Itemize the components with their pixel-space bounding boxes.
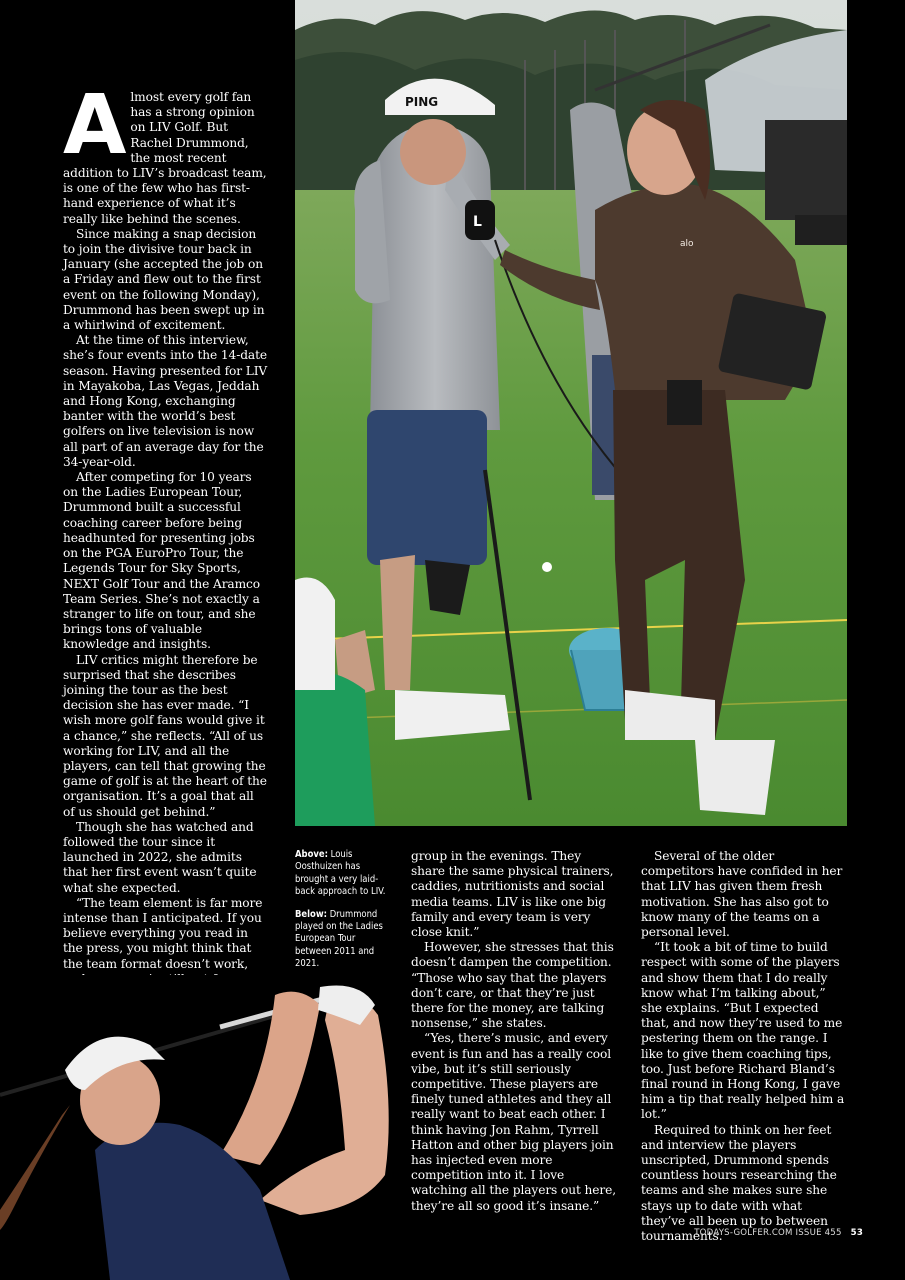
caption-below: Below: Drummond played on the Ladies European Tour between 2011 and 2021. bbox=[295, 908, 383, 970]
article-column-3 bbox=[641, 849, 847, 1244]
mic-logo-text: L bbox=[473, 214, 482, 230]
paragraph: However, she stresses that this doesn’t dampen the competition. “Those who say that the players don’t care, or that they’re just there for the money, are talking nonsense,” she states. bbox=[411, 940, 614, 1031]
caption-above: Above: Louis Oosthuizen has brought a very laid-back approach to LIV. bbox=[295, 849, 386, 898]
page-footer bbox=[694, 1228, 863, 1238]
interview-photo bbox=[295, 0, 847, 826]
paragraph: Several of the older competitors have confided in her that LIV has given them fresh motivation. She has also got to know many of the teams on a personal level. bbox=[641, 849, 843, 940]
paragraph: LIV critics might therefore be surprised that she describes joining the tour as the best decision she has ever made. “I wish more golf fans would give it a chance,” she reflects. “All of us working for LIV, and all the players, can tell that growing the game of golf is at the heart of the organisation. It’s a goal that all of us should get behind.” bbox=[63, 652, 267, 819]
photo-captions bbox=[295, 849, 391, 981]
paragraph: At the time of this interview, she’s four events into the 14-date season. Having presented for LIV in Mayakoba, Las Vegas, Jeddah and Hong Kong, exchanging banter with the world’s best golfers on live television is now all part of an average day for the 34-year-old. bbox=[63, 333, 268, 469]
top-logo-text: alo bbox=[680, 239, 694, 249]
cap-logo-text: PING bbox=[405, 95, 439, 109]
paragraph: “Yes, there’s music, and every event is fun and has a really cool vibe, but it’s still seriously competitive. These players are finely tuned athletes and they all really want to beat each other. I think having Jon Rahm, Tyrrell Hatton and other big players join has injected even more competition into it. I love watching all the players out here, they’re all so good it’s insane.” bbox=[411, 1031, 617, 1213]
drop-cap: A bbox=[63, 78, 127, 173]
article-column-1 bbox=[63, 78, 268, 1078]
golfer-photo bbox=[0, 975, 400, 1280]
page-number: 53 bbox=[850, 1228, 863, 1238]
paragraph: group in the evenings. They share the same physical trainers, caddies, nutritionists and social media teams. LIV is like one big family and every team is very close knit.” bbox=[411, 849, 614, 940]
paragraph: “The team element is far more intense than I anticipated. If you believe everything you read in the press, you might think that the team format doesn’t work, bbox=[63, 895, 263, 971]
site-issue: TODAYS-GOLFER.COM ISSUE 455 bbox=[694, 1228, 842, 1238]
paragraph: Required to think on her feet and interview the players unscripted, Drummond spends countless hours researching the teams and she makes sure she stays up to date with what they’ve all been up to between tournaments. bbox=[641, 1122, 837, 1244]
paragraph: “It took a bit of time to build respect with some of the players and show them that I do really know what I’m talking about,” she explains. “But I expected that, and now they’re used to me pestering them on the range. I like to give them coaching tips, too. Just before Richard Bland’s final round in Hong Kong, I gave him a tip that really helped him a lot.” bbox=[641, 940, 845, 1122]
paragraph: Since making a snap decision to join the divisive tour back in January (she accepted the job on a Friday and flew out to the first event on the following Monday), Drummond has been swept up in a whirlwind of excitement. bbox=[63, 226, 265, 333]
article-column-2 bbox=[411, 849, 617, 1214]
article-lead-paragraph: Almost every golf fan has a strong opinion on LIV Golf. But Rachel Drummond, the most recent addition to LIV’s broadcast team, is one of the few who has first-hand experience of what it’s really like behind the scenes. bbox=[63, 78, 267, 226]
paragraph: After competing for 10 years on the Ladies European Tour, Drummond built a successful coaching career before being headhunted for presenting jobs on the PGA EuroPro Tour, the Legends Tour for Sky Sports, NEXT Golf Tour and the Aramco Team Series. She’s not exactly a stranger to life on tour, and she brings tons of valuable knowledge and insights. bbox=[63, 470, 261, 652]
paragraph: Though she has watched and followed the tour since it launched in 2022, she admits that her first event wasn’t quite what she expected. bbox=[63, 819, 257, 895]
